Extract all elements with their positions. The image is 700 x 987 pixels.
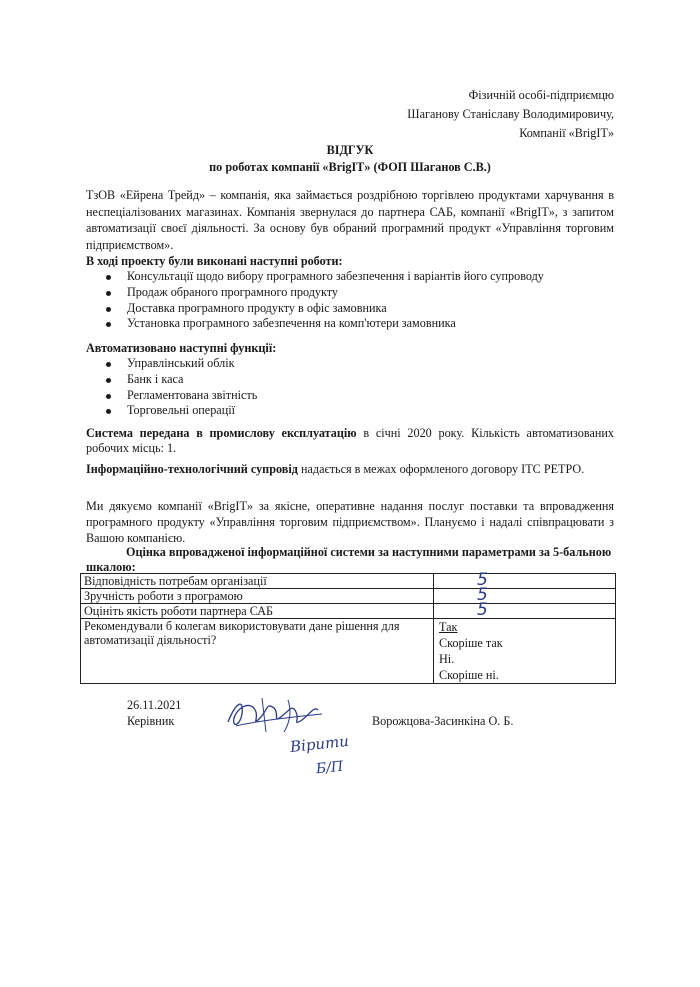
operation-rest: в січні 2020 року. Кількість автоматизованих робочих місць: 1. — [86, 426, 614, 455]
table-row — [81, 574, 616, 589]
option-rather-no: Скоріше ні. — [439, 668, 499, 682]
handwritten-score: 5 — [477, 570, 488, 590]
option-yes: Так — [439, 620, 458, 634]
addressee-block — [407, 86, 614, 143]
handwritten-note: Вірити — [289, 731, 350, 757]
rating-table — [80, 570, 616, 684]
signer-name: Ворожцова-Засинкіна О. Б. — [372, 714, 514, 728]
list-item: Продаж обраного програмного продукту — [86, 285, 544, 301]
document-subtitle: по роботах компанії «BrigIT» (ФОП Шаганов С.В.) — [209, 160, 491, 174]
option-no: Ні. — [439, 652, 455, 666]
criterion-cell: Відповідність потребам організації — [81, 574, 434, 589]
document-title-block — [0, 142, 700, 176]
handwritten-score: 5 — [477, 600, 488, 620]
handwritten-signature — [222, 692, 332, 740]
list-item: Консультації щодо вибору програмного забезпечення і варіантів його супроводу — [86, 269, 544, 285]
functions-list — [86, 356, 257, 419]
addressee-line-1: Фізичній особі-підприємцю — [468, 88, 614, 102]
list-item: Банк і каса — [86, 372, 257, 388]
score-cell — [434, 600, 616, 620]
functions-heading: Автоматизовано наступні функції: — [86, 341, 277, 355]
signer-role: Керівник — [127, 714, 175, 728]
works-heading: В ході проекту були виконані наступні роботи: — [86, 254, 343, 268]
operation-bold: Система передана в промислову експлуатацію — [86, 426, 357, 440]
criterion-cell: Оцініть якість роботи партнера САБ — [81, 604, 434, 619]
option-rather-yes: Скоріше так — [439, 636, 503, 650]
table-row — [81, 589, 616, 604]
signature-date: 26.11.2021 — [127, 698, 182, 712]
recommend-question-cell: Рекомендували б колегам використовувати дане рішення для автоматизації діяльності? — [81, 619, 434, 684]
addressee-line-3: Компанії «BrigIT» — [519, 126, 614, 140]
table-row — [81, 619, 616, 684]
criterion-cell: Зручність роботи з програмою — [81, 589, 434, 604]
list-item: Доставка програмного продукту в офіс замовника — [86, 301, 544, 317]
operation-paragraph — [86, 426, 614, 456]
thanks-paragraph: Ми дякуємо компанії «BrigIT» за якісне, оперативне надання послуг поставки та впровадження програмного продукту «Управління торговим підприємством». Плануємо і надалі співпрацювати з Вашою компанією. — [86, 499, 614, 545]
works-list — [86, 269, 544, 332]
addressee-line-2: Шаганову Станіславу Володимировичу, — [407, 107, 614, 121]
list-item: Торговельні операції — [86, 403, 257, 419]
handwritten-score: 5 — [477, 585, 488, 605]
rating-title: Оцінка впровадженої інформаційної системи за наступними параметрами за 5-бальною шкалою: — [86, 545, 612, 574]
document-title: ВІДГУК — [326, 143, 374, 157]
list-item: Установка програмного забезпечення на комп'ютери замовника — [86, 316, 544, 332]
table-row — [81, 604, 616, 619]
list-item: Управлінський облік — [86, 356, 257, 372]
list-item: Регламентована звітність — [86, 388, 257, 404]
support-paragraph — [86, 461, 614, 477]
recommend-options-cell — [434, 619, 616, 684]
handwritten-note-sub: Б/П — [315, 758, 344, 778]
support-bold: Інформаційно-технологічний супровід — [86, 462, 298, 476]
support-rest: надається в межах оформленого договору ІТС РЕТРО. — [297, 462, 585, 476]
intro-paragraph: ТзОВ «Ейрена Трейд» – компанія, яка займається роздрібною торгівлею продуктами харчування в неспеціалізованих магазинах. Компанія звернулася до партнера САБ, компанії «BrigIT», з запитом автоматизації своєї діяльності. За основу був обраний програмний продукт «Управління торговим підприємством». — [86, 188, 614, 252]
